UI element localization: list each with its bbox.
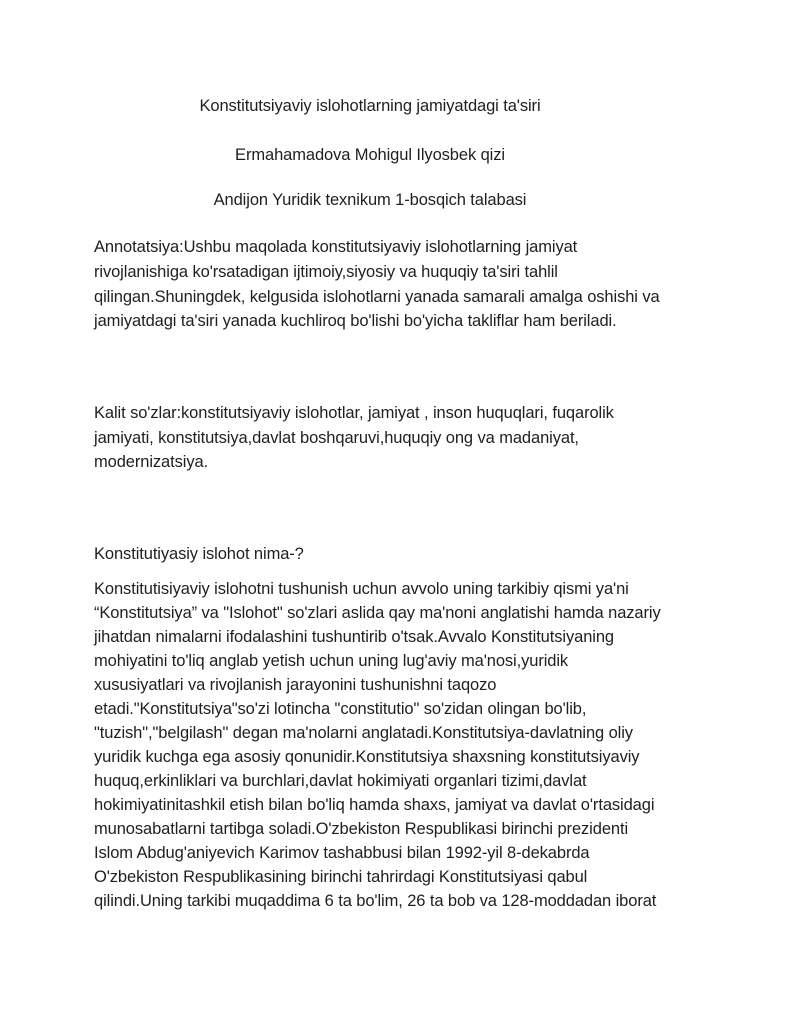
author-name: Ermahamadova Mohigul Ilyosbek qizi [235, 146, 505, 164]
body-line: “Konstitutsiya” va "Islohot" so'zlari aslida qay ma'noni anglatishi hamda nazariy [94, 604, 661, 622]
body-line: "tuzish","belgilash" degan ma'nolarni anglatadi.Konstitutsiya-davlatning oliy [94, 724, 633, 742]
document-title: Konstitutsiyaviy islohotlarning jamiyatdagi ta'siri [199, 97, 541, 115]
author-affiliation: Andijon Yuridik texnikum 1-bosqich talabasi [213, 191, 527, 209]
body-line: Konstitutisiyaviy islohotni tushunish uchun avvolo uning tarkibiy qismi ya'ni [94, 580, 629, 598]
body-line: jihatdan nimalarni ifodalashini tushuntirib o'tsak.Avvalo Konstitutsiyaning [94, 628, 614, 646]
annotation-line: rivojlanishiga ko'rsatadigan ijtimoiy,siyosiy va huquqiy ta'siri tahlil [94, 263, 558, 281]
keywords-line: modernizatsiya. [94, 453, 209, 471]
annotation-line: qilingan.Shuningdek, kelgusida islohotlarni yanada samarali amalga oshishi va [94, 288, 660, 306]
body-line: hokimiyatinitashkil etish bilan bo'liq hamda shaxs, jamiyat va davlat o'rtasidagi [94, 796, 655, 814]
body-line: qilindi.Uning tarkibi muqaddima 6 ta bo'lim, 26 ta bob va 128-moddadan iborat [94, 892, 657, 910]
body-line: etadi."Konstitutsiya"so'zi lotincha "constitutio" so'zidan olingan bo'lib, [94, 700, 587, 718]
annotation-line: Annotatsiya:Ushbu maqolada konstitutsiyaviy islohotlarning jamiyat [94, 238, 578, 256]
keywords-line: jamiyati, konstitutsiya,davlat boshqaruvi,huquqiy ong va madaniyat, [94, 429, 579, 447]
body-line: huquq,erkinliklari va burchlari,davlat hokimiyati organlari tizimi,davlat [94, 772, 587, 790]
body-line: Islom Abdug'aniyevich Karimov tashabbusi bilan 1992-yil 8-dekabrda [94, 844, 590, 862]
body-line: mohiyatini to'liq anglab yetish uchun uning lug'aviy ma'nosi,yuridik [94, 652, 569, 670]
keywords-line: Kalit so'zlar:konstitutsiyaviy islohotlar, jamiyat , inson huquqlari, fuqarolik [94, 404, 614, 422]
body-line: O'zbekiston Respublikasining birinchi tahrirdagi Konstitutsiyasi qabul [94, 868, 588, 886]
annotation-line: jamiyatdagi ta'siri yanada kuchliroq bo'lishi bo'yicha takliflar ham beriladi. [94, 312, 617, 330]
body-line: xususiyatlari va rivojlanish jarayonini tushunishni taqozo [94, 676, 497, 694]
body-line: yuridik kuchga ega asosiy qonunidir.Konstitutsiya shaxsning konstitutsiyaviy [94, 748, 640, 766]
section-heading: Konstitutiyasiy islohot nima-? [94, 545, 304, 563]
body-line: munosabatlarni tartibga soladi.O'zbekiston Respublikasi birinchi prezidenti [94, 820, 629, 838]
